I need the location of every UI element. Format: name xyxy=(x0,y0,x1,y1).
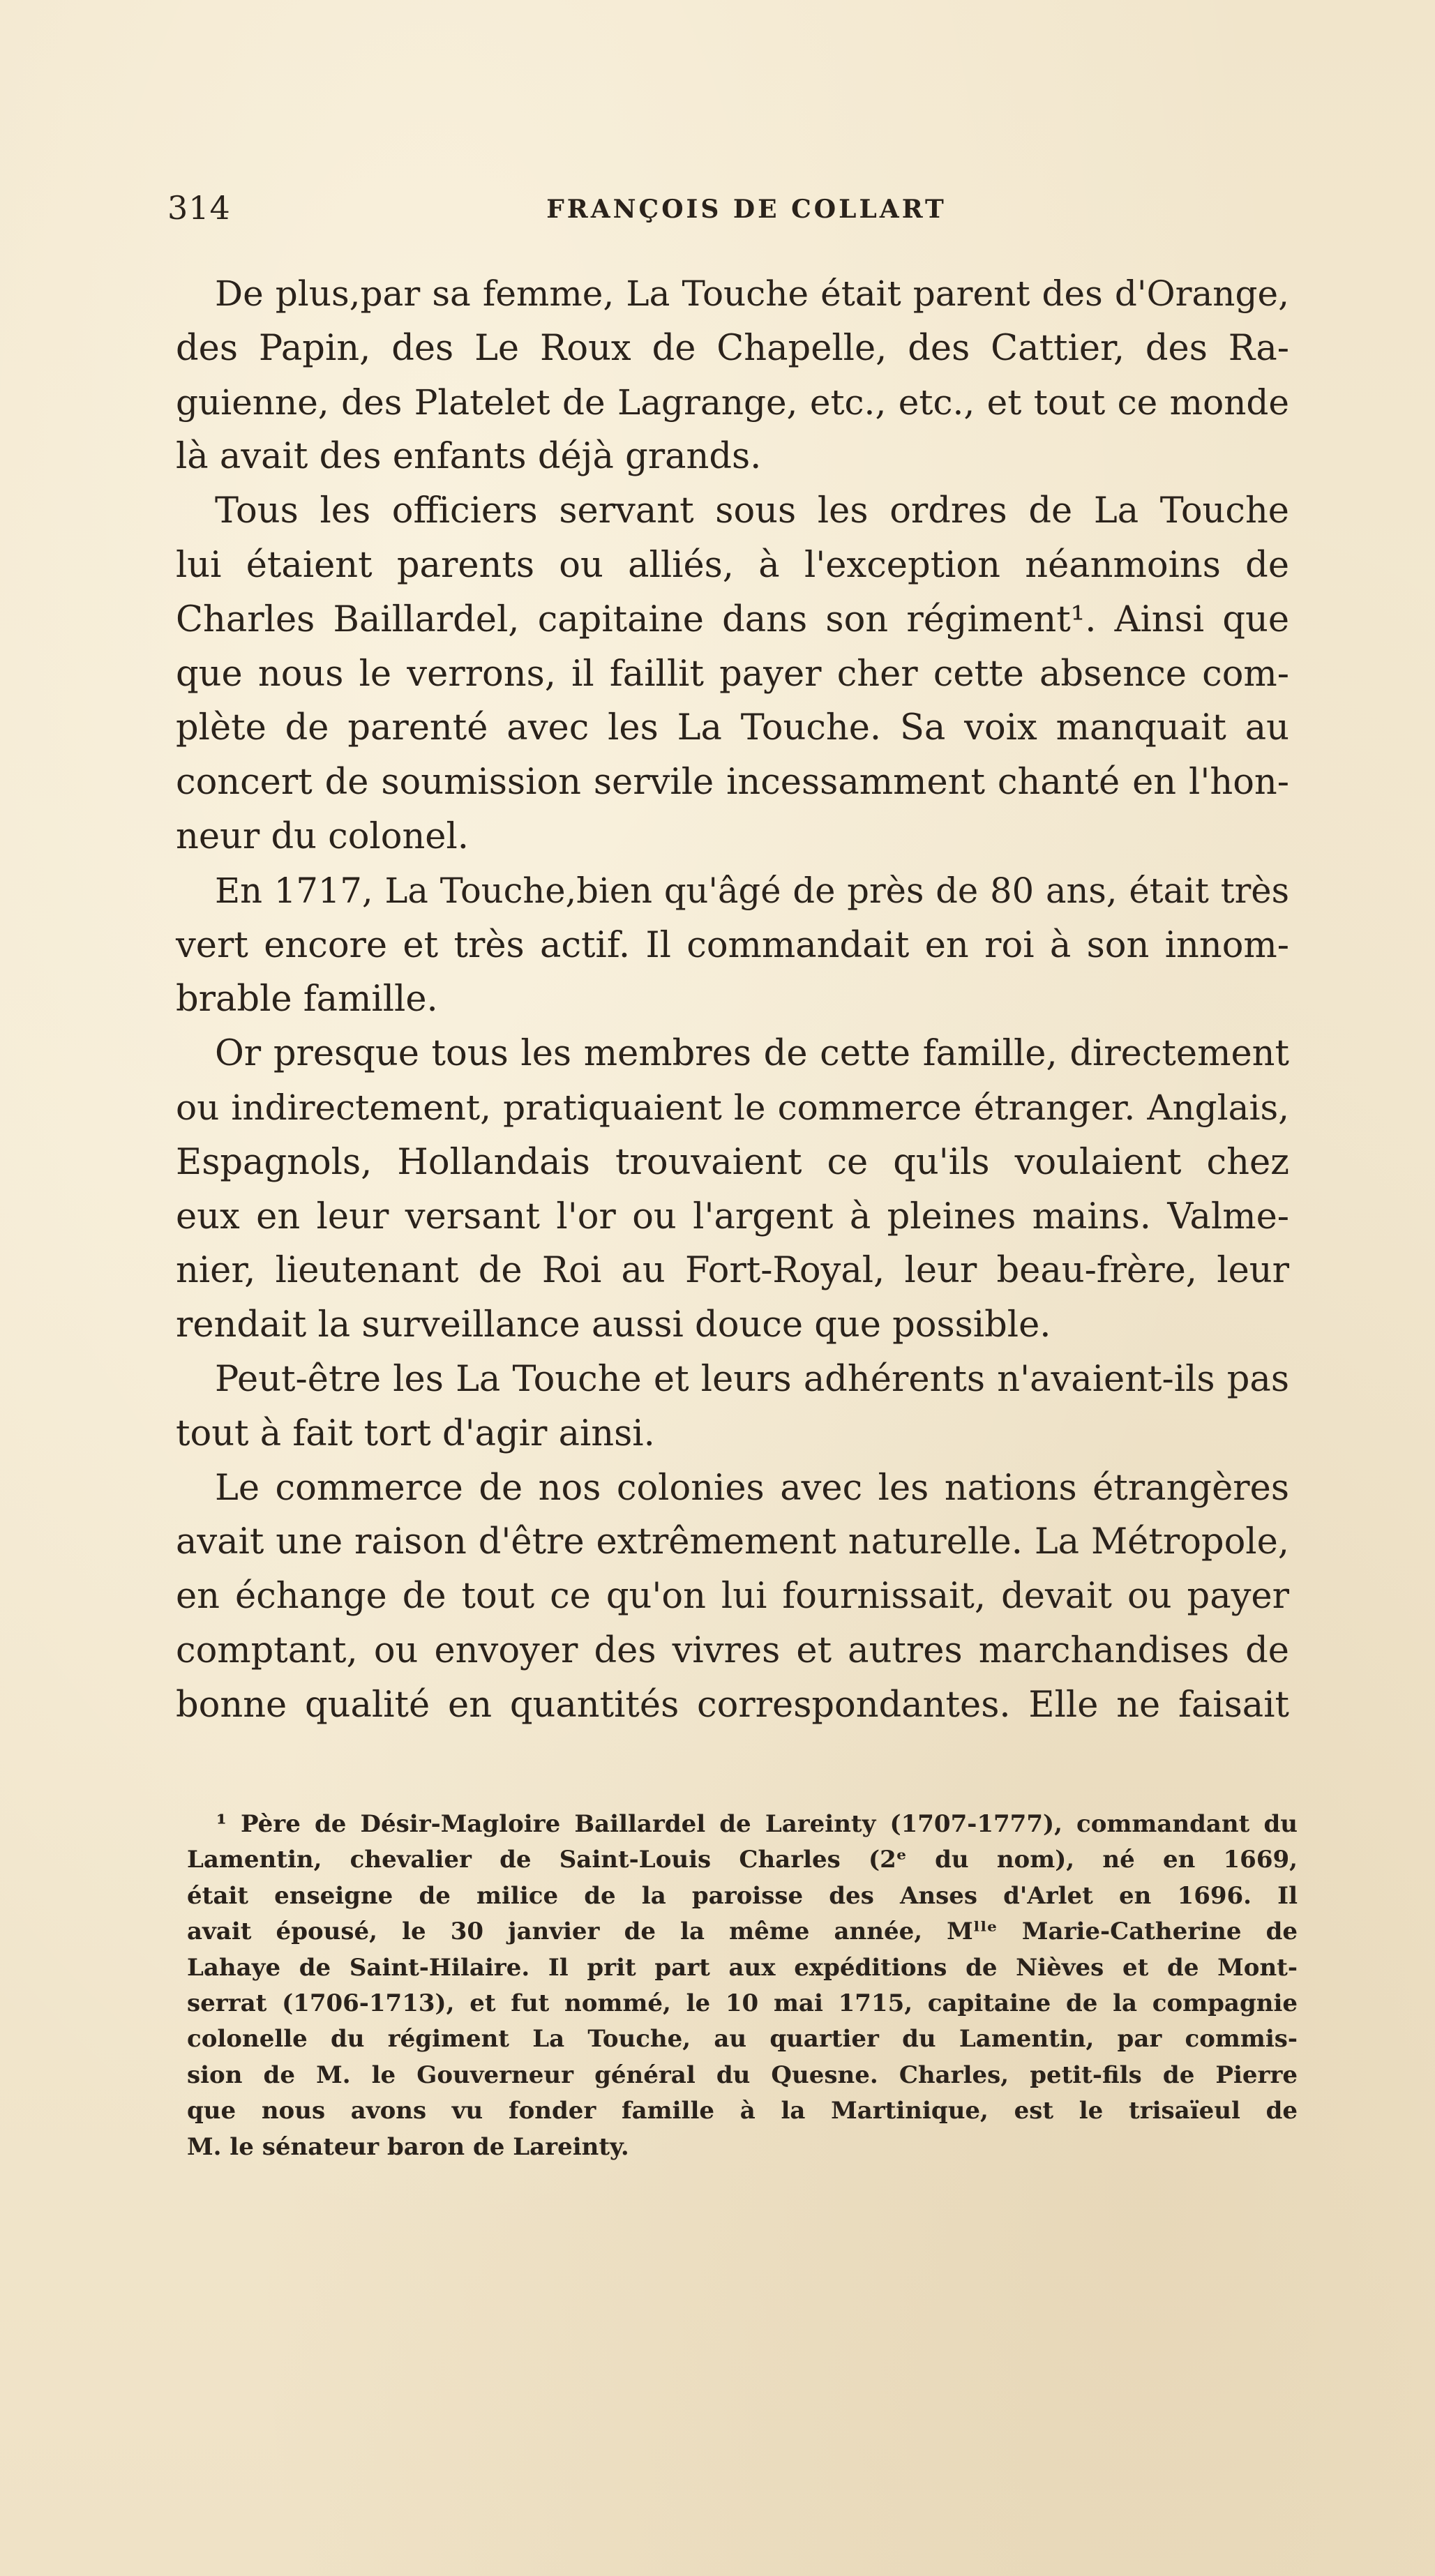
text-line: tout à fait tort d'agir ainsi. xyxy=(176,1413,655,1454)
text-line: que nous le verrons, il faillit payer cher cette absence com- xyxy=(176,653,1289,695)
text-line: concert de soumission servile incessamment chanté en l'hon- xyxy=(176,762,1289,804)
text-line: des Papin, des Le Roux de Chapelle, des Cattier, des Ra- xyxy=(176,327,1289,369)
text-line: nier, lieutenant de Roi au Fort-Royal, leur beau-frère, leur xyxy=(176,1250,1289,1292)
text-line: Le commerce de nos colonies avec les nations étrangères xyxy=(215,1467,1289,1509)
text-line: guienne, des Platelet de Lagrange, etc., etc., et tout ce monde xyxy=(176,382,1289,423)
text-line: plète de parenté avec les La Touche. Sa voix manquait au xyxy=(176,707,1289,749)
footnote-line: avait épousé, le 30 janvier de la même année, Mˡˡᵉ Marie-Catherine de xyxy=(187,1918,1298,1946)
text-line: brable famille. xyxy=(176,979,438,1020)
text-line: neur du colonel. xyxy=(176,815,469,857)
text-line: lui étaient parents ou alliés, à l'exception néanmoins de xyxy=(176,544,1289,586)
footnotes xyxy=(187,1807,1298,2165)
text-line: rendait la surveillance aussi douce que possible. xyxy=(176,1304,1051,1346)
footnote-line: Lamentin, chevalier de Saint-Louis Charles (2ᵉ du nom), né en 1669, xyxy=(187,1846,1298,1874)
text-line: Or presque tous les membres de cette famille, directement xyxy=(215,1033,1289,1075)
text-line: Charles Baillardel, capitaine dans son régiment¹. Ainsi que xyxy=(176,598,1289,640)
text-line: Peut-être les La Touche et leurs adhérents n'avaient-ils pas xyxy=(215,1358,1289,1400)
page-header xyxy=(167,187,1284,229)
footnote-line: que nous avons vu fonder famille à la Martinique, est le trisaïeul de xyxy=(187,2097,1298,2125)
text-line: vert encore et très actif. Il commandait en roi à son innom- xyxy=(176,924,1289,966)
text-line: En 1717, La Touche,bien qu'âgé de près de 80 ans, était très xyxy=(215,870,1289,911)
footnote-line: serrat (1706-1713), et fut nommé, le 10 mai 1715, capitaine de la compagnie xyxy=(187,1989,1298,2017)
text-line: bonne qualité en quantités correspondantes. Elle ne faisait xyxy=(176,1684,1289,1726)
footnote-line: ¹ Père de Désir-Magloire Baillardel de Lareinty (1707-1777), commandant du xyxy=(216,1810,1298,1838)
running-title: FRANÇOIS DE COLLART xyxy=(546,195,947,224)
text-line: De plus,par sa femme, La Touche était parent des d'Orange, xyxy=(215,273,1289,314)
footnote-line: était enseigne de milice de la paroisse des Anses d'Arlet en 1696. Il xyxy=(187,1881,1298,1910)
main-text xyxy=(176,267,1289,1733)
text-line: là avait des enfants déjà grands. xyxy=(176,436,762,478)
text-line: en échange de tout ce qu'on lui fournissait, devait ou payer xyxy=(176,1576,1289,1618)
text-line: Espagnols, Hollandais trouvaient ce qu'ils voulaient chez xyxy=(176,1141,1289,1183)
footnote-line: M. le sénateur baron de Lareinty. xyxy=(187,2132,629,2161)
text-line: Tous les officiers servant sous les ordres de La Touche xyxy=(215,490,1289,532)
footnote-line: colonelle du régiment La Touche, au quartier du Lamentin, par commis- xyxy=(187,2025,1298,2054)
footnote-line: sion de M. le Gouverneur général du Quesne. Charles, petit-fils de Pierre xyxy=(187,2061,1298,2089)
footnote-line: Lahaye de Saint-Hilaire. Il prit part aux expéditions de Nièves et de Mont- xyxy=(187,1953,1298,1982)
page-number: 314 xyxy=(167,189,231,227)
text-line: eux en leur versant l'or ou l'argent à pleines mains. Valme- xyxy=(176,1196,1289,1237)
text-line: ou indirectement, pratiquaient le commerce étranger. Anglais, xyxy=(176,1087,1289,1128)
text-line: avait une raison d'être extrêmement naturelle. La Métropole, xyxy=(176,1521,1289,1563)
text-line: comptant, ou envoyer des vivres et autres marchandises de xyxy=(176,1629,1289,1671)
